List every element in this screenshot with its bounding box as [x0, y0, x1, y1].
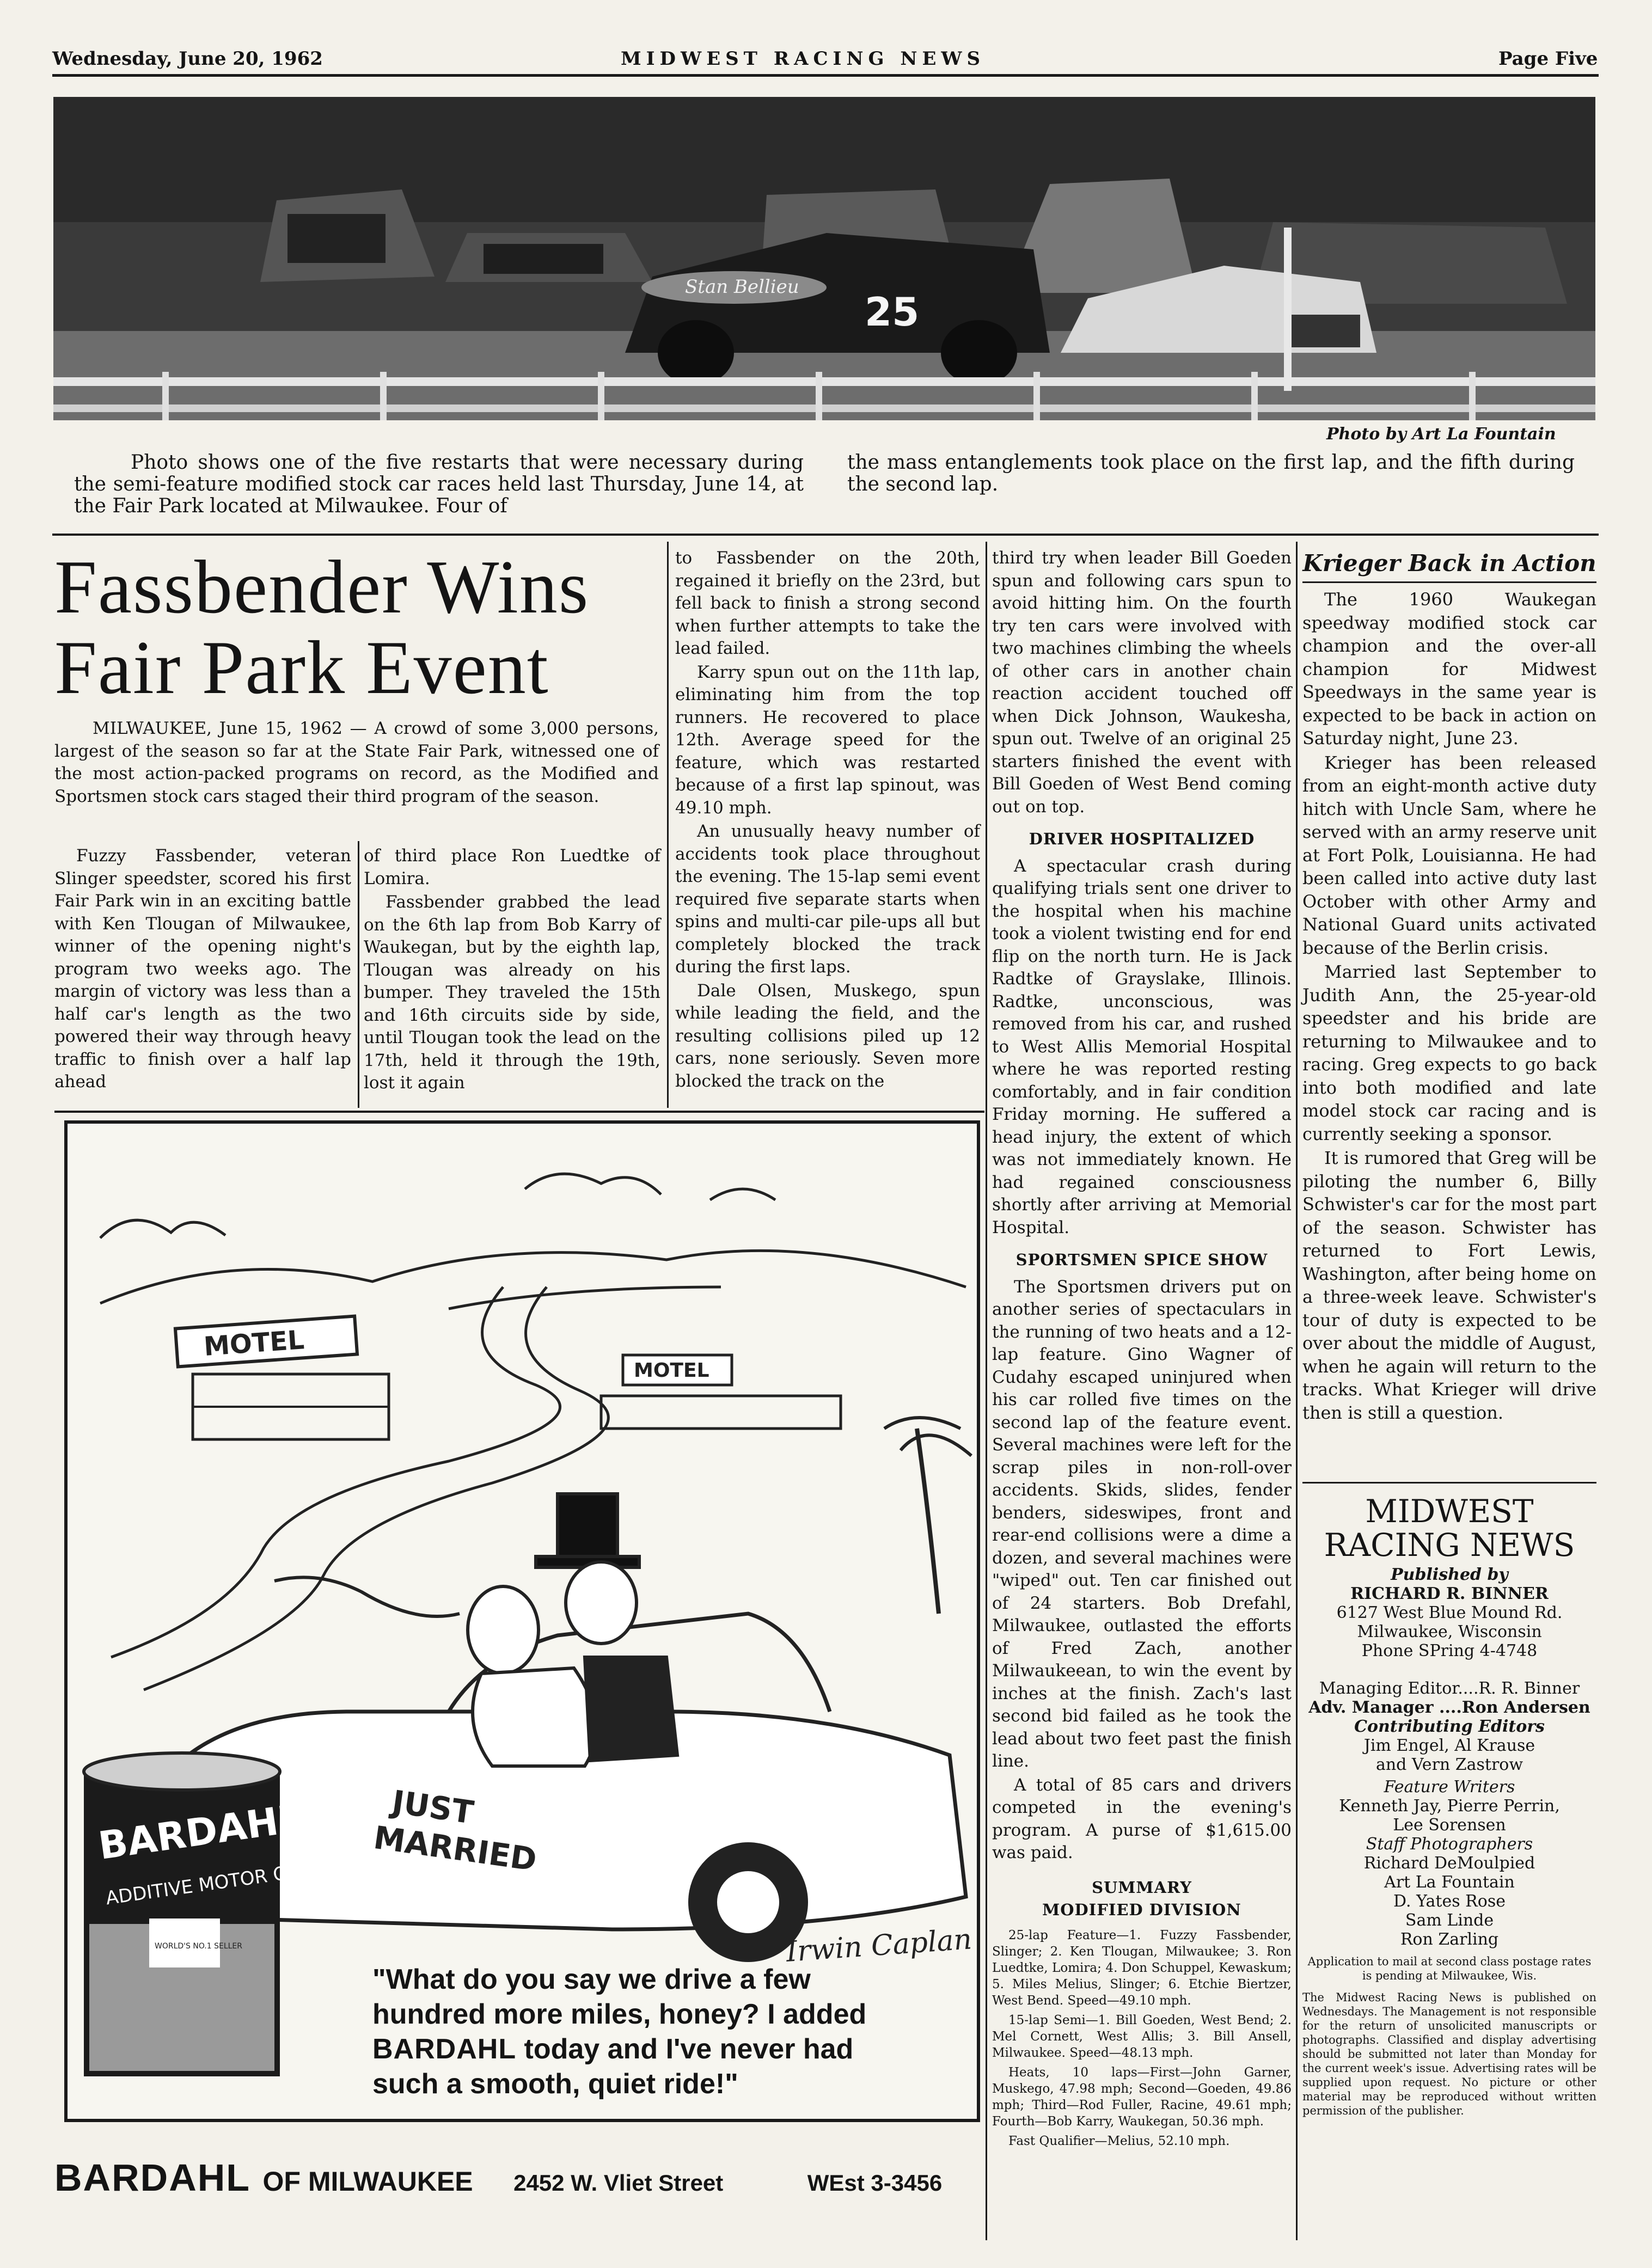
quote-line-3 [372, 2032, 960, 2067]
footer-brand: BARDAHL [54, 2156, 251, 2199]
address-line-2: Milwaukee, Wisconsin [1357, 1622, 1542, 1641]
masthead-title-2: RACING NEWS [1324, 1527, 1575, 1564]
address-line-1: 6127 West Blue Mound Rd. [1336, 1603, 1563, 1622]
published-by: Published by [1391, 1565, 1508, 1584]
masthead-box [1302, 1494, 1596, 2118]
story-lead: MILWAUKEE, June 15, 1962 — A crowd of some 3,000 persons, largest of the season so far at the State Fair Park, witnessed one of the most action-packed programs on record, as the Modified and Sportsmen stock cars staged their third program of the season. [54, 719, 659, 806]
race-photo-image [53, 97, 1595, 420]
masthead-title-1: MIDWEST [1365, 1493, 1534, 1530]
ad-top-rule [54, 1111, 984, 1113]
motel-left [175, 1316, 389, 1439]
story-col4-para-2: A spectacular crash during qualifying trials sent one driver to the hospital when his machine took a violent twisting end for end flip on the north turn. He is Jack Radtke of Grayslake, Illinois. Radtke, unconscious, was removed from his car, and rushed to West Allis Memorial Hospital where he was reported resting comfortably, and in fair condition Friday morning. He suffered a head injury, the extent of which was not immediately known. He had regained consciousness shortly after arriving at Memorial Hospital. [992, 856, 1292, 1237]
footer-phone: WEst 3-3456 [807, 2170, 943, 2196]
krieger-para-4: It is rumored that Greg will be piloting the number 6, Billy Schwister's car for the most part of the season. Schwister has returned to Fort Lewis, Washington, after being home on a three-week leave. Schwister's tour of duty is expected to be over about the middle of August, when he again will return to the tracks. What Krieger will drive then is still a question. [1302, 1148, 1596, 1423]
story-col3-para-2: Karry spun out on the 11th lap, eliminating him from the top runners. He recovered to place 12th. Average speed for the feature, which was restarted because of a first lap spinout, was 49.10 mph. [675, 662, 980, 818]
summary-semi: 15-lap Semi—1. Bill Goeden, West Bend; 2. Mel Cornett, West Allis; 3. Bill Ansell, Milwaukee. Speed—48.13 mph. [992, 2013, 1292, 2060]
car-number: 25 [865, 289, 920, 335]
caption-rule [52, 534, 1599, 536]
managing-editor: Managing Editor....R. R. Binner [1319, 1679, 1580, 1698]
story-column-2 [364, 845, 660, 1096]
masthead-box-rule [1302, 1482, 1596, 1484]
staff-line-1: Richard DeMoulpied [1363, 1854, 1535, 1873]
issue-date: Wednesday, June 20, 1962 [52, 48, 323, 70]
motel-sign-2: MOTEL [634, 1359, 709, 1382]
story-column-4 [992, 547, 1292, 2153]
story-col3-para-1: to Fassbender on the 20th, regained it briefly on the 23rd, but fell back to finish a strong second when further attempts to take the lead failed. [675, 548, 980, 658]
contrib-line-2: and Vern Zastrow [1375, 1755, 1523, 1774]
photo-credit: Photo by Art La Fountain [1326, 425, 1556, 444]
headline-line-1: Fassbender Wins [54, 545, 590, 629]
ad-footer [54, 2156, 986, 2199]
just-text: JUST [389, 1783, 476, 1831]
summary-division: MODIFIED DIVISION [1042, 1901, 1241, 1919]
quote-line-2: hundred more miles, honey? I added [372, 1999, 867, 2030]
feature-label: Feature Writers [1384, 1777, 1515, 1797]
summary-title: SUMMARY [1092, 1878, 1192, 1897]
story-col4-para-3: The Sportsmen drivers put on another series of spectaculars in the running of two heats and a 12-lap feature. Gino Wagner of Cudahy escaped uninjured when his car rolled five times on the second lap of the feature event. Several machines were left for the scrap piles in non-roll-over accidents. Skids, slides, fender benders, sideswipes, front and rear-end collisions were a dime a dozen, and several machines were "wiped" out. Ten car finished out of 24 starters. Bob Drefahl, Milwaukee, outlasted the efforts of Fred Zach, another Milwaukeean, to win the event by inches at the finish. Zach's last second bid failed as he took the lead about two feet past the finish line. [992, 1277, 1292, 1771]
quote-brand: BARDAHL [372, 2033, 517, 2065]
page-number: Page Five [1498, 48, 1598, 70]
footer-of: OF MILWAUKEE [262, 2166, 473, 2197]
motel-sign-1: MOTEL [203, 1325, 305, 1362]
contrib-line-1: Jim Engel, Al Krause [1363, 1736, 1535, 1755]
column-divider [358, 841, 359, 1108]
footer-address: 2452 W. Vliet Street [513, 2170, 724, 2196]
motel-right [601, 1355, 841, 1429]
artist-signature: Irwin Caplan [785, 1923, 973, 1969]
story-column-1 [54, 845, 351, 1095]
staff-line-5: Ron Zarling [1400, 1930, 1499, 1949]
story-column-3 [675, 547, 980, 1094]
staff-label: Staff Photographers [1366, 1835, 1533, 1854]
ad-quote [372, 1962, 960, 2101]
krieger-story [1302, 588, 1596, 1425]
contrib-label: Contributing Editors [1354, 1717, 1545, 1736]
race-photo [53, 97, 1595, 420]
can-subtitle: ADDITIVE MOTOR OIL [104, 1860, 305, 1910]
story-col2-para-1: of third place Ron Luedtke of Lomira. [364, 846, 660, 888]
subhead-sportsmen: SPORTSMEN SPICE SHOW [1015, 1251, 1268, 1269]
headline-line-2: Fair Park Event [54, 626, 549, 710]
staff-line-4: Sam Linde [1405, 1911, 1494, 1930]
car-script: Stan Bellieu [685, 276, 799, 298]
summary-fast-qualifier: Fast Qualifier—Melius, 52.10 mph. [1008, 2134, 1230, 2148]
krieger-rule [1302, 581, 1596, 583]
krieger-para-1: The 1960 Waukegan speedway modified stock car champion and the over-all champion for Midwest Speedways in the same year is expected to be back in action on Saturday night, June 23. [1302, 589, 1596, 749]
headline [54, 547, 659, 708]
quote-line-4: such a smooth, quiet ride!" [372, 2068, 738, 2100]
krieger-para-3: Married last September to Judith Ann, the 25-year-old speedster and his bride are returning to Milwaukee and to racing. Greg expects to go back into both modified and late model stock car racing and is currently seeking a sponsor. [1302, 961, 1596, 1144]
mail-note: Application to mail at second class postage rates is pending at Milwaukee, Wis. [1307, 1955, 1592, 1982]
krieger-headline: Krieger Back in Action [1302, 550, 1596, 577]
column-divider [986, 542, 987, 2240]
summary-heats: Heats, 10 laps—First—John Garner, Muskego, 47.98 mph; Second—Goeden, 49.86 mph; Third—Rod Fuller, Racine, 49.61 mph; Fourth—Bob Karry, Waukegan, 50.36 mph. [992, 2065, 1292, 2129]
adv-manager: Adv. Manager ....Ron Andersen [1308, 1698, 1590, 1717]
story-col4-para-4: A total of 85 cars and drivers competed in the evening's program. A purse of $1,615.00 was paid. [992, 1775, 1292, 1862]
quote-line-3-rest: today and I've never had [516, 2033, 854, 2065]
staff-line-2: Art La Fountain [1384, 1873, 1515, 1892]
policy-note: The Midwest Racing News is published on Wednesdays. The Management is not responsible for the return of unsolicited manuscripts or photographs. Classified and display advertising should be submitted not later than Monday for the current week's issue. Advertising rates will be supplied upon request. No picture or other material may be reproduced without written permission of the publisher. [1302, 1991, 1596, 2117]
story-col3-para-3: An unusually heavy number of accidents took place throughout the evening. The 15-lap semi event required five separate starts when spins and multi-car pile-ups all but completely blocked the track during the first laps. [675, 822, 980, 977]
staff-line-3: D. Yates Rose [1393, 1892, 1506, 1911]
married-text: MARRIED [371, 1818, 539, 1879]
story-col4-para-1: third try when leader Bill Goeden spun and following cars spun to avoid hitting him. On the fourth try ten cars were involved with two machines climbing the wheels of other cars in another chain reaction accident touched off when Dick Johnson, Waukesha, spun out. Twelve of an original 25 starters finished the event with Bill Goeden of West Bend coming out on top. [992, 548, 1292, 817]
bardahl-ad [64, 1120, 980, 2122]
can-badge: WORLD'S NO.1 SELLER [155, 1942, 242, 1951]
column-divider [667, 542, 669, 1108]
summary-results [992, 1927, 1292, 2149]
story-col1-para: Fuzzy Fassbender, veteran Slinger speedster, scored his first Fair Park win in an exciting battle with Ken Tlougan of Milwaukee, winner of the opening night's program two weeks ago. The margin of victory was less than a half car's length as the two powered their way through heavy traffic to finish over a half lap ahead [54, 846, 351, 1092]
krieger-para-2: Krieger has been released from an eight-month active duty hitch with Uncle Sam, where he served with an army reserve unit at Fort Polk, Louisianna. He had been called into active duty last October with other Army and National Guard units activated because of the Berlin crisis. [1302, 752, 1596, 958]
feature-line-1: Kenneth Jay, Pierre Perrin, [1339, 1797, 1560, 1816]
photo-caption-left: Photo shows one of the five restarts that were necessary during the semi-feature modified stock car races held last Thursday, June 14, at the Fair Park located at Milwaukee. Four of [74, 451, 804, 517]
feature-line-2: Lee Sorensen [1393, 1816, 1506, 1835]
publisher-name: RICHARD R. BINNER [1350, 1584, 1549, 1603]
masthead-header: MIDWEST RACING NEWS [621, 48, 986, 70]
column-divider [1296, 542, 1298, 2240]
header-rule [52, 74, 1599, 77]
subhead-driver-hospitalized: DRIVER HOSPITALIZED [1029, 830, 1255, 848]
summary-feature: 25-lap Feature—1. Fuzzy Fassbender, Slinger; 2. Ken Tlougan, Milwaukee; 3. Ron Luedtke, Lomira; 4. Don Schuppel, Kewaskum; 5. Miles Melius, Slinger; 6. Etchie Biertzer, West Bend. Speed—49.10 mph. [992, 1928, 1292, 2008]
can-brand: BARDAHL [95, 1795, 305, 1868]
phone-line: Phone SPring 4-4748 [1361, 1641, 1538, 1660]
story-col2-para-2: Fassbender grabbed the lead on the 6th lap from Bob Karry of Waukegan, but by the eighth lap, Tlougan was already on his bumper. They traveled the 15th and 16th circuits side by side, until Tlougan took the lead on the 17th, held it through the 19th, lost it again [364, 892, 660, 1093]
bardahl-can [84, 1753, 305, 2076]
story-col3-para-4: Dale Olsen, Muskego, spun while leading the field, and the resulting collisions piled up 12 cars, none seriously. Seven more blocked the track on the [675, 980, 980, 1091]
quote-line-1: "What do you say we drive a few [372, 1964, 811, 1995]
photo-caption-right: the mass entanglements took place on the first lap, and the fifth during the second lap. [847, 451, 1575, 495]
